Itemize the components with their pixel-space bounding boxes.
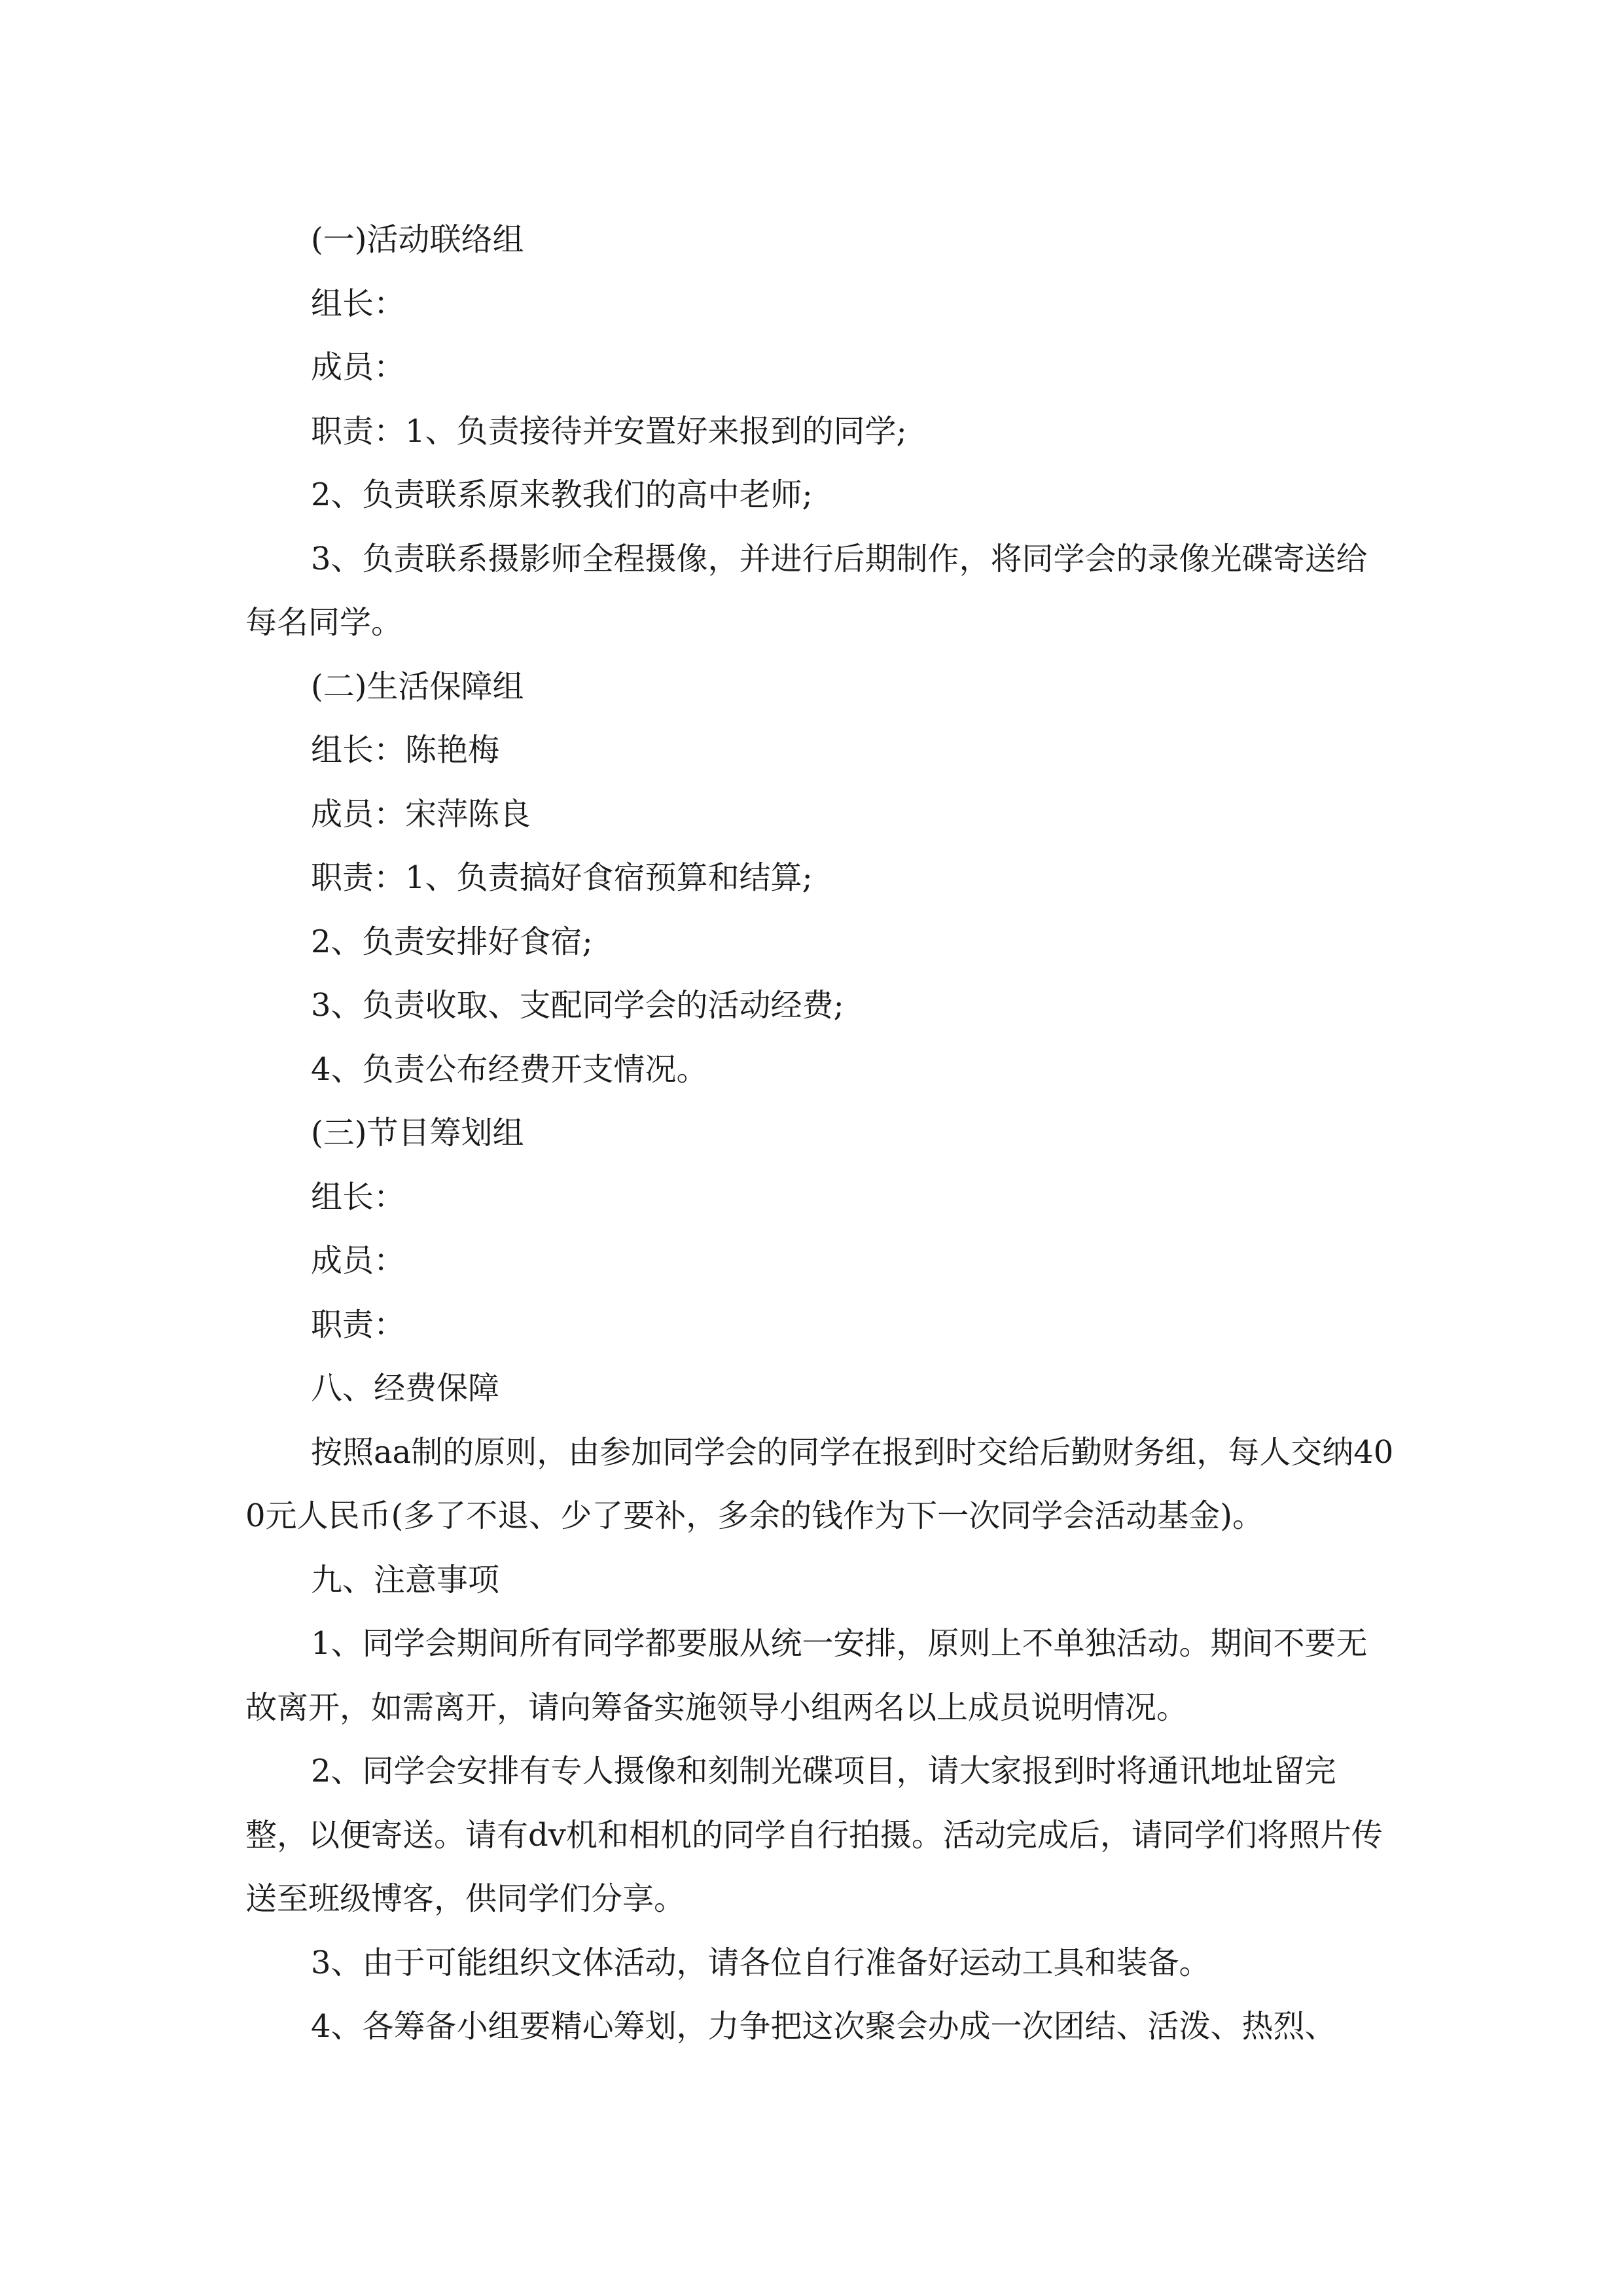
notes-item-4: 4、各筹备小组要精心筹划，力争把这次聚会办成一次团结、活泼、热烈、 xyxy=(311,2008,1336,2045)
document-body xyxy=(245,208,1397,2059)
contact-group-duty-2: 2、负责联系原来教我们的高中老师; xyxy=(311,476,813,513)
section-heading-notes: 九、注意事项 xyxy=(311,1561,500,1598)
section-heading-program-group: (三)节目筹划组 xyxy=(311,1115,524,1151)
contact-group-duty-3: 3、负责联系摄影师全程摄像，并进行后期制作，将同学会的录像光碟寄送给每名同学。 xyxy=(245,540,1368,641)
logistics-group-members: 成员：宋萍陈良 xyxy=(311,795,531,833)
section-heading-funding: 八、经费保障 xyxy=(311,1370,500,1407)
notes-item-2: 2、同学会安排有专人摄像和刻制光碟项目，请大家报到时将通讯地址留完整，以便寄送。请有dv机和相机的同学自行拍摄。活动完成后，请同学们将照片传送至班级博客，供同学们分享。 xyxy=(245,1753,1383,1917)
logistics-group-leader: 组长：陈艳梅 xyxy=(311,732,500,768)
program-group-duties: 职责： xyxy=(311,1306,406,1343)
logistics-group-duty-4: 4、负责公布经费开支情况。 xyxy=(311,1050,708,1088)
program-group-leader: 组长： xyxy=(311,1178,406,1215)
notes-item-1: 1、同学会期间所有同学都要服从统一安排，原则上不单独活动。期间不要无故离开，如需离开，请向筹备实施领导小组两名以上成员说明情况。 xyxy=(245,1625,1368,1726)
section-heading-contact-group: (一)活动联络组 xyxy=(311,221,524,258)
contact-group-leader: 组长： xyxy=(311,285,406,322)
section-heading-logistics-group: (二)生活保障组 xyxy=(311,668,524,705)
program-group-members: 成员： xyxy=(311,1242,406,1279)
contact-group-duty-1: 职责：1、负责接待并安置好来报到的同学; xyxy=(311,412,907,450)
notes-item-3: 3、由于可能组织文体活动，请各位自行准备好运动工具和装备。 xyxy=(311,1944,1211,1981)
funding-paragraph: 按照aa制的原则，由参加同学会的同学在报到时交给后勤财务组，每人交纳400元人民币(多了不退、少了要补，多余的钱作为下一次同学会活动基金)。 xyxy=(245,1433,1394,1534)
logistics-group-duty-2: 2、负责安排好食宿; xyxy=(311,923,593,960)
logistics-group-duty-1: 职责：1、负责搞好食宿预算和结算; xyxy=(311,859,813,896)
logistics-group-duty-3: 3、负责收取、支配同学会的活动经费; xyxy=(311,987,844,1024)
contact-group-members: 成员： xyxy=(311,349,406,386)
